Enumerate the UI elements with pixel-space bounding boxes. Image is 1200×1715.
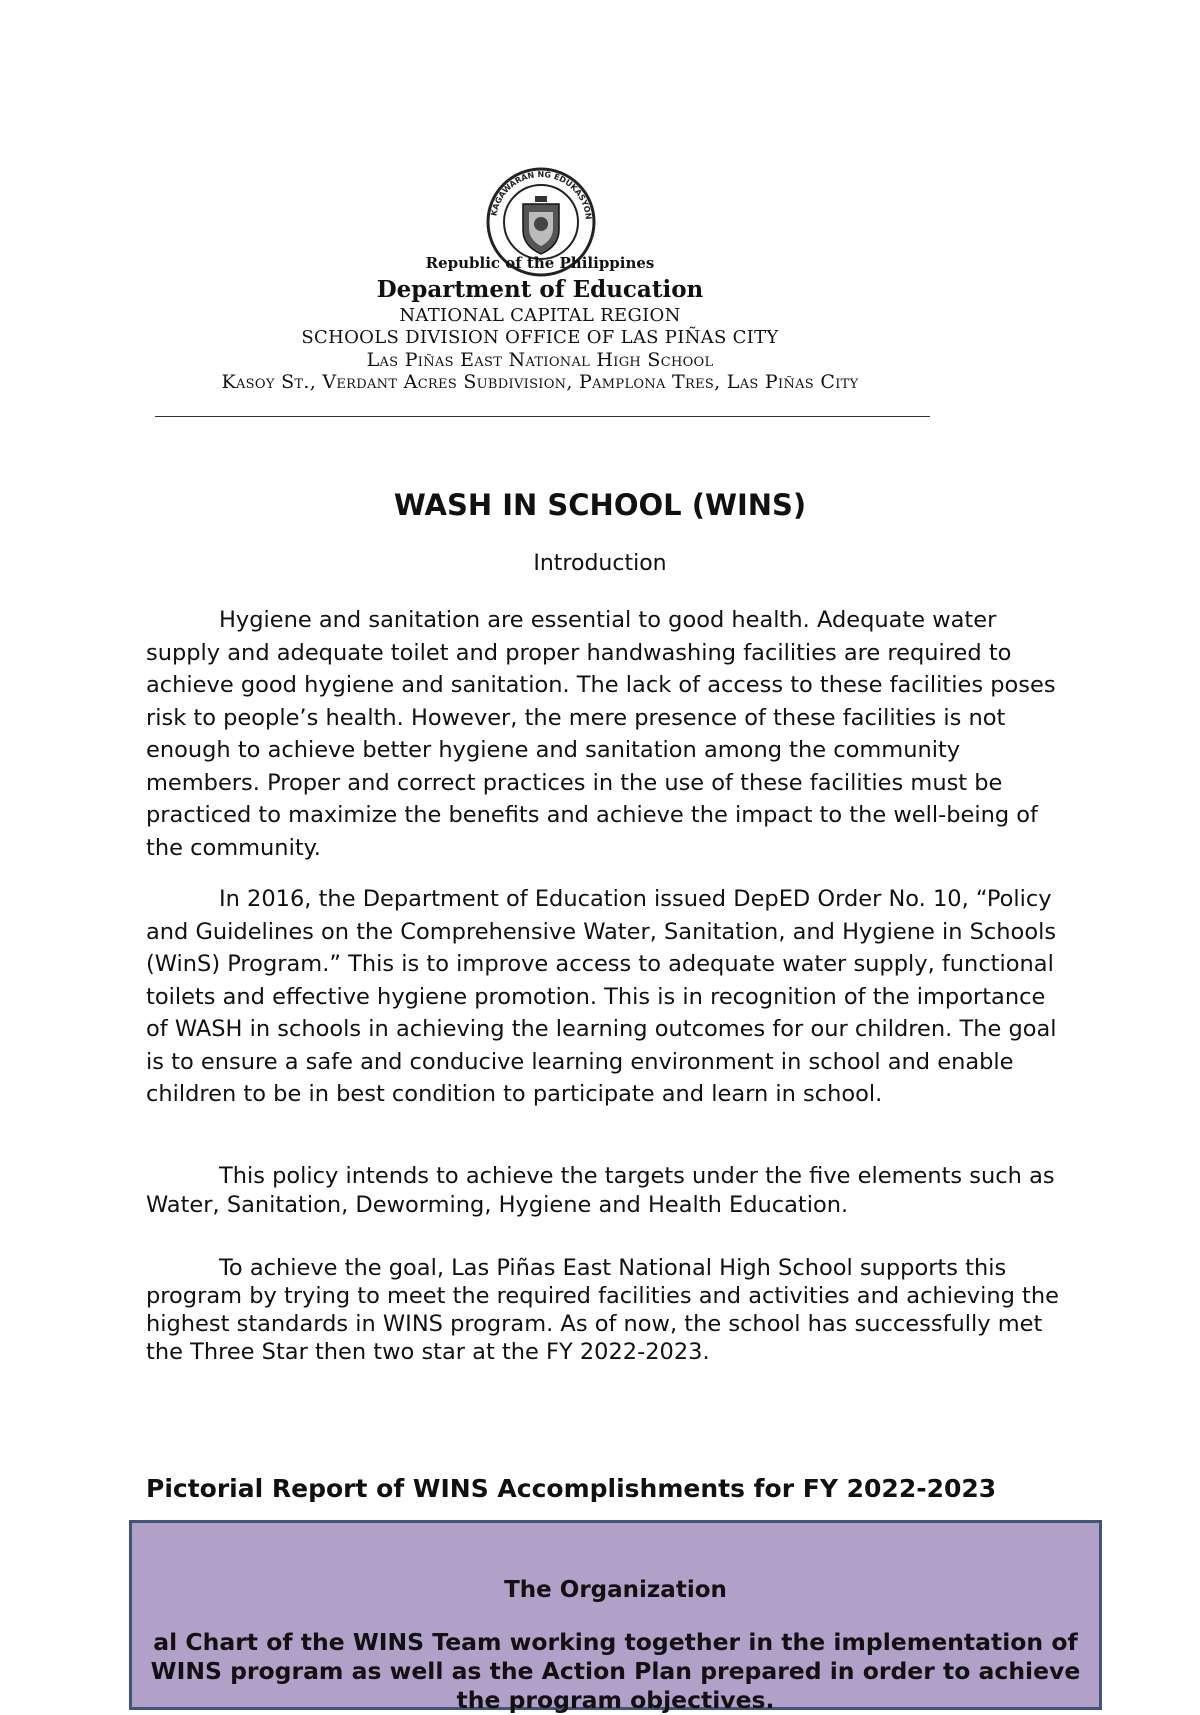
- organization-box-text: al Chart of the WINS Team working together in the implementation of WINS program as well as the Action Plan prepared in order to achieve the program objectives.: [150, 1628, 1081, 1714]
- republic-label: Republic of the Philippines: [425, 254, 655, 272]
- department-name: Department of Education: [376, 276, 704, 303]
- document-subtitle: Introduction: [533, 551, 667, 576]
- paragraph: To achieve the goal, Las Piñas East National High School supports this program by trying to meet the required facilities and activities and achieving the highest standards in WINS program. As of now, the school has successfully met the Three Star then two star at the FY 2022-2023.: [146, 1255, 1059, 1365]
- paragraph: This policy intends to achieve the targets under the five elements such as Water, Sanitation, Deworming, Hygiene and Health Education.: [146, 1163, 1055, 1218]
- paragraph: In 2016, the Department of Education issued DepED Order No. 10, “Policy and Guidelines on the Comprehensive Water, Sanitation, and Hygiene in Schools (WinS) Program.” This is to improve access to adequate water supply, functional toilets and effective hygiene promotion. This is in recognition of the importance of WASH in schools in achieving the learning outcomes for our children. The goal is to ensure a safe and conducive learning environment in school and enable children to be in best condition to participate and learn in school.: [146, 886, 1057, 1107]
- organization-callout-box: [129, 1520, 1102, 1714]
- document-title: WASH IN SCHOOL (WINS): [393, 488, 807, 522]
- paragraph: Hygiene and sanitation are essential to good health. Adequate water supply and adequate toilet and proper handwashing facilities are required to achieve good hygiene and sanitation. The lack of access to these facilities poses risk to people’s health. However, the mere presence of these facilities is not enough to achieve better hygiene and sanitation among the community members. Proper and correct practices in the use of these facilities must be practiced to maximize the benefits and achieve the impact to the well-being of the community.: [146, 607, 1056, 861]
- school-name: Las Piñas East National High School: [366, 349, 714, 371]
- school-address: Kasoy St., Verdant Acres Subdivision, Pamplona Tres, Las Piñas City: [221, 371, 859, 393]
- organization-box-title: The Organization: [504, 1577, 727, 1603]
- region-name: NATIONAL CAPITAL REGION: [399, 305, 681, 326]
- division-name: SCHOOLS DIVISION OFFICE OF LAS PIÑAS CITY: [301, 327, 779, 348]
- section-heading: Pictorial Report of WINS Accomplishments for FY 2022-2023: [146, 1474, 997, 1503]
- letterhead-divider: [155, 416, 930, 417]
- seal-ring-text: KAGAWARAN NG EDUKASYON: [489, 169, 594, 221]
